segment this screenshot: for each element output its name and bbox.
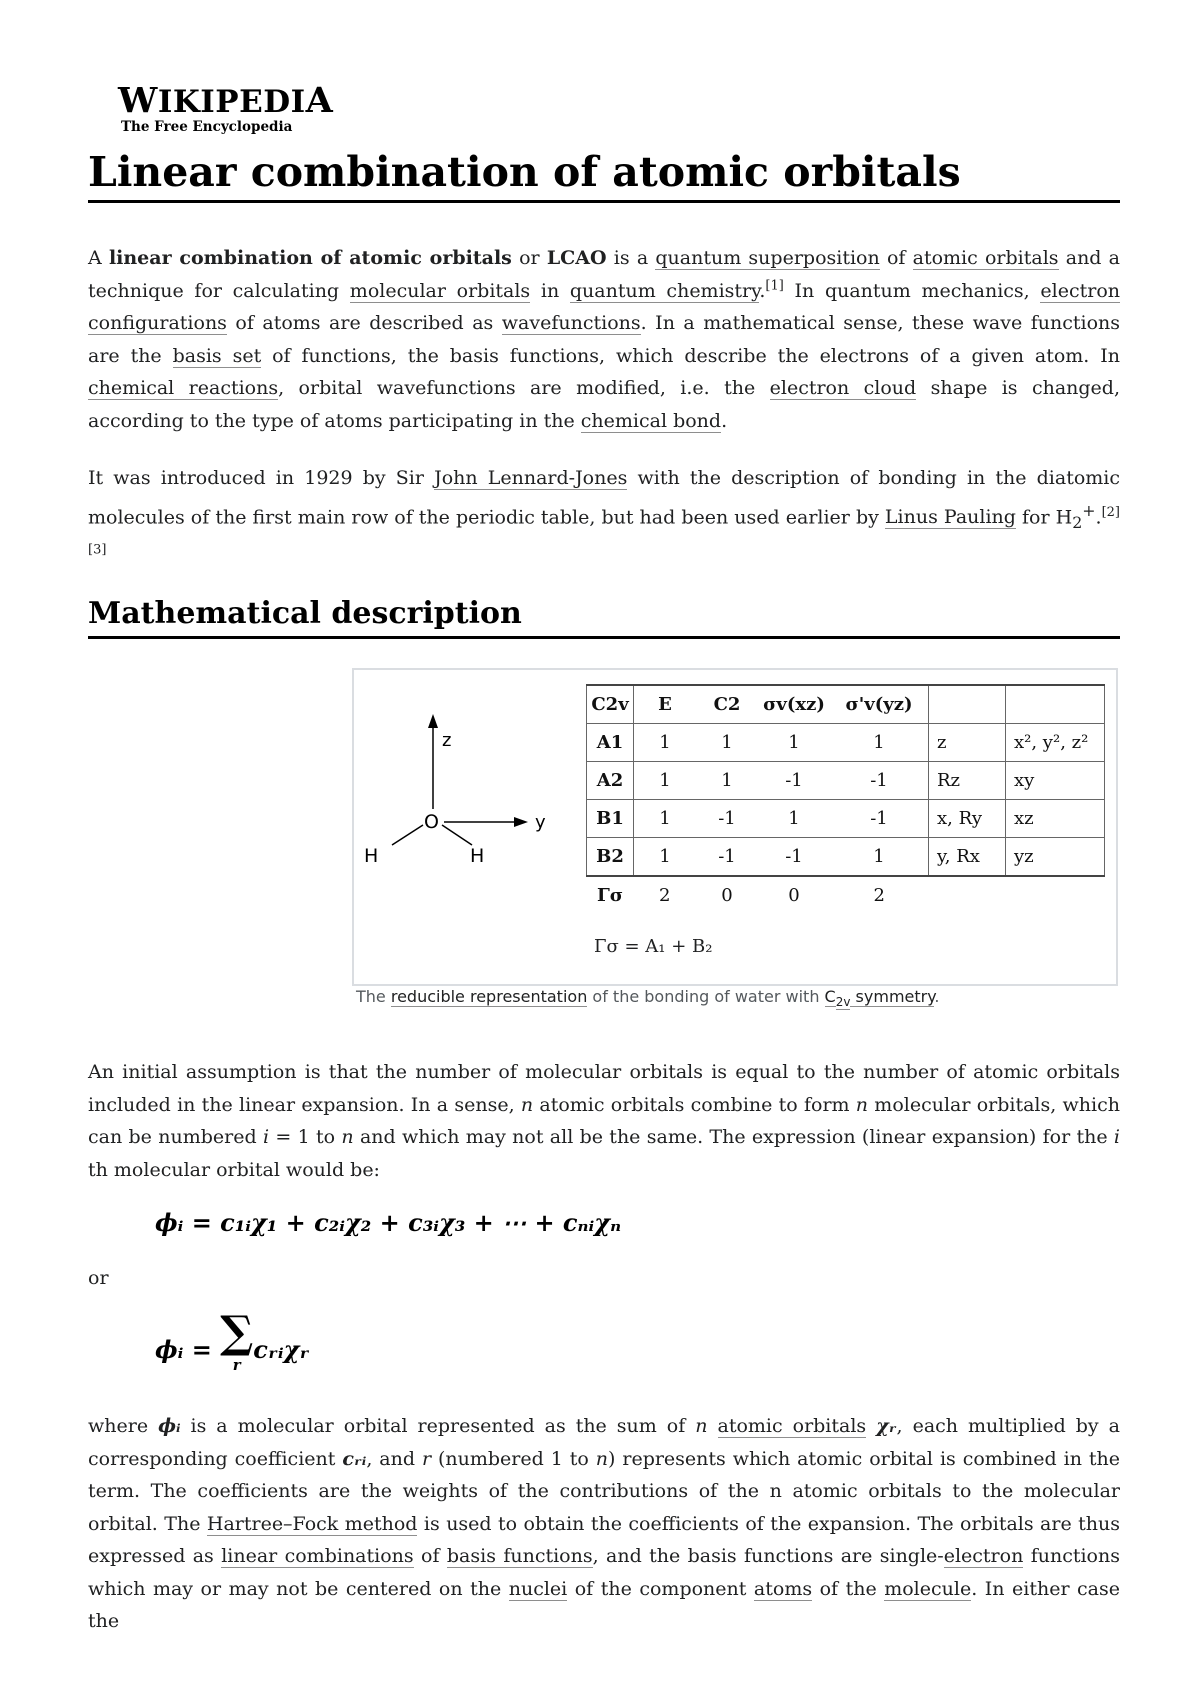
table-cell: -1 bbox=[696, 800, 758, 838]
text-run bbox=[866, 1415, 876, 1437]
gamma-row bbox=[587, 876, 1105, 914]
table-cell: -1 bbox=[830, 762, 929, 800]
text-run: of bbox=[879, 247, 913, 269]
italic-var: n bbox=[855, 1093, 869, 1116]
text-run: In quantum mechanics, bbox=[783, 279, 1041, 302]
wiki-link[interactable]: chemical bond bbox=[580, 409, 722, 432]
table-cell: 1 bbox=[758, 800, 830, 838]
hydrogen-atom-right: H bbox=[470, 845, 485, 867]
wiki-link[interactable]: quantum chemistry bbox=[569, 279, 760, 302]
math-symbol: ϕᵢ bbox=[158, 1415, 181, 1437]
table-row bbox=[587, 800, 1105, 838]
table-cell: 0 bbox=[788, 885, 800, 906]
section-heading: Mathematical description bbox=[88, 594, 1120, 639]
wiki-link[interactable]: 2v bbox=[835, 995, 851, 1010]
wiki-link[interactable]: basis functions bbox=[446, 1545, 593, 1567]
table-header-cell: C2 bbox=[696, 685, 758, 724]
table-cell: -1 bbox=[830, 800, 929, 838]
text-run: , each multiplied by a corresponding coefficient bbox=[88, 1415, 1120, 1470]
table-cell: 2 bbox=[659, 885, 671, 906]
italic-var: n bbox=[595, 1447, 609, 1470]
table-cell: y, Rx bbox=[929, 838, 1006, 877]
text-run: . bbox=[721, 409, 728, 432]
text-run: is used to obtain the coefficients of the expansion. The orbitals are thus expressed as bbox=[88, 1512, 1120, 1567]
table-header-row bbox=[587, 685, 1105, 724]
wiki-link[interactable]: quantum superposition bbox=[655, 247, 880, 269]
wiki-link[interactable]: electron cloud bbox=[769, 377, 917, 399]
wiki-link[interactable]: linear combinations bbox=[221, 1545, 414, 1567]
table-row bbox=[587, 724, 1105, 762]
text-run: of atoms are described as bbox=[226, 312, 502, 334]
bold-term: linear combination of atomic orbitals bbox=[108, 247, 512, 269]
wiki-link[interactable]: reducible representation bbox=[390, 987, 588, 1006]
equation-sum bbox=[155, 1307, 310, 1376]
table-cell: 1 bbox=[758, 724, 830, 762]
table-cell: -1 bbox=[758, 838, 830, 877]
table-cell: 1 bbox=[634, 838, 697, 877]
table-cell: x², y², z² bbox=[1006, 724, 1105, 762]
italic-var: n bbox=[341, 1126, 354, 1148]
equation-sum-rhs: cᵣᵢχᵣ bbox=[253, 1335, 310, 1364]
text-run: in bbox=[530, 279, 570, 302]
wiki-link[interactable]: molecular orbitals bbox=[349, 279, 531, 302]
wiki-link[interactable]: Hartree–Fock method bbox=[206, 1512, 418, 1535]
text-run: is a molecular orbital represented as the sum of bbox=[180, 1415, 696, 1437]
wiki-link[interactable]: nuclei bbox=[508, 1577, 568, 1600]
logo-tagline: The Free Encyclopedia bbox=[121, 119, 293, 135]
oxygen-atom: O bbox=[424, 811, 439, 833]
text-run: and a technique for calculating bbox=[88, 247, 1120, 302]
table-cell: 2 bbox=[873, 885, 885, 906]
table-row bbox=[587, 838, 1105, 877]
text-run: . bbox=[934, 987, 940, 1006]
wiki-link[interactable]: electron bbox=[943, 1545, 1024, 1567]
table-cell: 1 bbox=[830, 724, 929, 762]
table-header-cell: C2v bbox=[587, 685, 634, 724]
text-run: functions which may or may not be centered on the bbox=[88, 1545, 1120, 1600]
intro-paragraph-2 bbox=[88, 462, 1120, 572]
text-run: (numbered 1 to bbox=[431, 1447, 596, 1470]
table-cell: 0 bbox=[721, 885, 733, 906]
table-header-cell bbox=[929, 685, 1006, 724]
table-cell: Rz bbox=[929, 762, 1006, 800]
wiki-link[interactable]: electron configurations bbox=[88, 279, 1120, 334]
text-run: of the component bbox=[567, 1577, 754, 1600]
sigma-symbol: ∑ bbox=[220, 1307, 254, 1358]
z-arrow-head bbox=[428, 714, 438, 728]
wiki-link[interactable]: molecule bbox=[884, 1577, 972, 1600]
equation-sum-lhs: ϕᵢ = bbox=[155, 1335, 221, 1364]
table-header-cell: E bbox=[634, 685, 697, 724]
paragraph-linear-expansion bbox=[88, 1056, 1120, 1186]
wiki-link[interactable]: C bbox=[824, 987, 836, 1006]
text-run: . In either case the bbox=[88, 1577, 1120, 1632]
wiki-link[interactable]: basis set bbox=[172, 344, 262, 367]
water-molecule-diagram bbox=[354, 670, 584, 984]
wiki-link[interactable]: wavefunctions bbox=[501, 312, 641, 334]
text-run bbox=[708, 1415, 718, 1437]
table-cell: Γσ bbox=[596, 885, 624, 906]
bold-term: LCAO bbox=[546, 247, 607, 269]
text-run: atomic orbitals combine to form bbox=[533, 1093, 856, 1116]
text-run: shape is changed, according to the type of atoms participating in the bbox=[88, 377, 1121, 432]
text-run: = 1 to bbox=[269, 1126, 342, 1148]
table-cell: z bbox=[929, 724, 1006, 762]
z-label: z bbox=[442, 730, 452, 751]
wiki-link[interactable]: atomic orbitals bbox=[912, 247, 1059, 269]
text-run: for H bbox=[1015, 505, 1073, 528]
table-cell: 1 bbox=[696, 724, 758, 762]
wiki-link[interactable]: atomic orbitals bbox=[717, 1415, 867, 1437]
table-cell: B1 bbox=[587, 800, 634, 838]
text-run: , orbital wavefunctions are modified, i.e. the bbox=[278, 377, 770, 399]
math-symbol: χᵣ bbox=[876, 1415, 897, 1437]
table-cell: 1 bbox=[634, 762, 697, 800]
text-run: of functions, the basis functions, which describe the electrons of a given atom. In bbox=[261, 344, 1120, 367]
math-symbol: cᵣᵢ bbox=[342, 1447, 367, 1470]
table-cell: -1 bbox=[696, 838, 758, 877]
text-run: and which may not all be the same. The expression (linear expansion) for the bbox=[353, 1126, 1114, 1148]
subscript: 2 bbox=[1072, 512, 1083, 532]
table-cell: B2 bbox=[587, 838, 634, 877]
logo-wordmark: WIKIPEDIA bbox=[118, 80, 334, 121]
italic-var: r bbox=[421, 1447, 432, 1470]
y-arrow-head bbox=[514, 817, 528, 827]
wiki-link[interactable]: atoms bbox=[753, 1577, 813, 1600]
table-row bbox=[587, 762, 1105, 800]
table-cell: xy bbox=[1006, 762, 1105, 800]
oh-bond-left bbox=[392, 825, 423, 845]
table-cell: 1 bbox=[830, 838, 929, 877]
figure-character-table bbox=[352, 668, 1118, 986]
table-header-cell bbox=[1006, 685, 1105, 724]
italic-var: i bbox=[262, 1126, 270, 1148]
wiki-link[interactable]: John Lennard-Jones bbox=[434, 467, 628, 489]
intro-paragraph-1 bbox=[88, 242, 1120, 437]
citation-link[interactable]: [1] bbox=[765, 278, 784, 294]
text-run: An initial assumption is that the number of molecular orbitals is equal to the number of atomic orbitals included in the linear expansion. In a sense, bbox=[88, 1061, 1120, 1116]
page-title: Linear combination of atomic orbitals bbox=[88, 146, 1120, 203]
text-run: , and bbox=[366, 1447, 422, 1470]
sum-index: r bbox=[232, 1356, 241, 1374]
table-cell: 1 bbox=[696, 762, 758, 800]
table-cell: 1 bbox=[634, 724, 697, 762]
equation-linear-expansion: ϕᵢ = c₁ᵢχ₁ + c₂ᵢχ₂ + c₃ᵢχ₃ + ⋯ + cₙᵢχₙ bbox=[155, 1208, 622, 1237]
table-cell: -1 bbox=[758, 762, 830, 800]
text-run: . bbox=[1095, 505, 1102, 528]
table-cell: 1 bbox=[634, 800, 697, 838]
text-run: of the bbox=[812, 1577, 885, 1600]
oh-bond-right bbox=[442, 825, 472, 845]
text-run: of the bonding of water with bbox=[587, 987, 825, 1006]
table-header-cell: σ'v(yz) bbox=[830, 685, 929, 724]
text-run: ) represents which atomic orbital is combined in the term. The coefficients are the weights of the contributions of the n atomic orbitals to the molecular orbital. The bbox=[88, 1447, 1120, 1535]
superscript: + bbox=[1082, 500, 1096, 520]
character-table bbox=[586, 684, 1105, 914]
text-run: , and the basis functions are single- bbox=[592, 1545, 944, 1567]
wiki-link[interactable]: Linus Pauling bbox=[884, 505, 1016, 528]
table-cell: x, Ry bbox=[929, 800, 1006, 838]
wiki-link[interactable]: chemical reactions bbox=[88, 377, 279, 399]
text-run: th molecular orbital would be: bbox=[88, 1158, 380, 1181]
or-text: or bbox=[88, 1267, 109, 1289]
table-cell: A2 bbox=[587, 762, 634, 800]
text-run: . bbox=[759, 279, 766, 302]
paragraph-where bbox=[88, 1410, 1120, 1638]
y-label: y bbox=[535, 812, 546, 833]
text-run: A bbox=[88, 247, 109, 269]
table-cell: A1 bbox=[587, 724, 634, 762]
italic-var: n bbox=[695, 1415, 708, 1437]
text-run: The bbox=[356, 987, 391, 1006]
gamma-equation: Γσ = A₁ + B₂ bbox=[594, 936, 713, 957]
wiki-link[interactable]: symmetry bbox=[850, 987, 935, 1006]
italic-var: n bbox=[520, 1093, 534, 1116]
figure-caption bbox=[356, 986, 1116, 1013]
text-run: of bbox=[413, 1545, 447, 1567]
table-cell: yz bbox=[1006, 838, 1105, 877]
text-run: molecular orbitals, which can be numbered bbox=[88, 1093, 1120, 1148]
hydrogen-atom-left: H bbox=[364, 845, 379, 867]
text-run: where bbox=[88, 1415, 159, 1437]
table-header-cell: σv(xz) bbox=[758, 685, 830, 724]
citation-link[interactable]: [2][3] bbox=[88, 504, 1120, 558]
wikipedia-logo[interactable] bbox=[118, 80, 334, 135]
text-run: is a bbox=[606, 247, 656, 269]
text-run: It was introduced in 1929 by Sir bbox=[88, 467, 435, 489]
text-run: . In a mathematical sense, these wave functions are the bbox=[88, 312, 1120, 367]
text-run: with the description of bonding in the diatomic molecules of the first main row of the periodic table, but had been used earlier by bbox=[88, 467, 1121, 528]
table-cell: xz bbox=[1006, 800, 1105, 838]
text-run: or bbox=[511, 247, 547, 269]
italic-var: i bbox=[1113, 1126, 1120, 1148]
